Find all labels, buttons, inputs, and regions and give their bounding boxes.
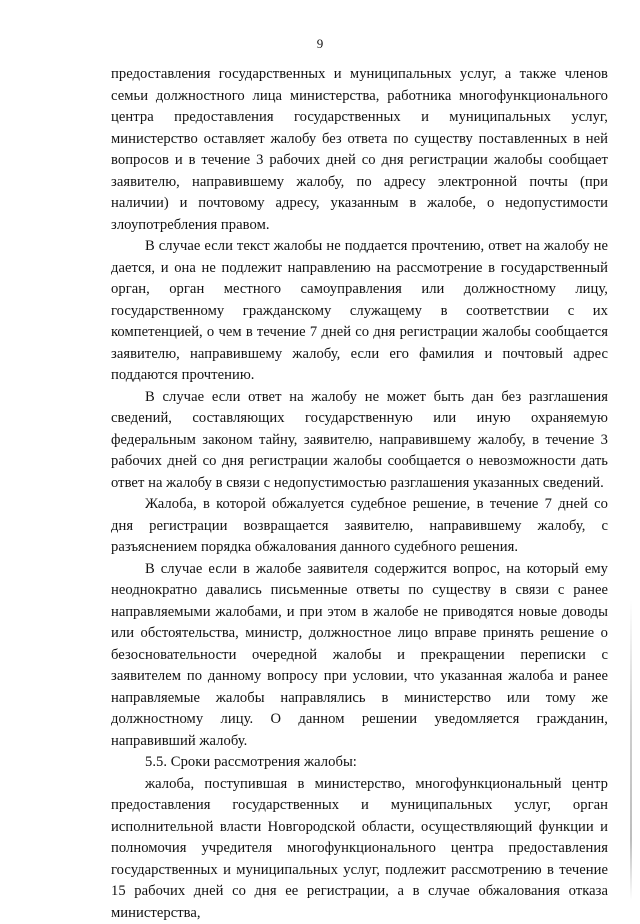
page-body [111,64,608,924]
paragraph-continuation: предоставления государственных и муниципальных услуг, а также членов семьи должностного лица министерства, работника многофункционального центра предоставления государственных и муниципальных услуг, министерство оставляет жалобу без ответа по существу поставленных в ней вопросов и в течение 3 рабочих дней со дня регистрации жалобы сообщает заявителю, направившему жалобу, по адресу электронной почты (при наличии) и почтовому адресу, указанным в жалобе, о недопустимости злоупотребления правом. [111,64,608,236]
paragraph-review-deadlines: жалоба, поступившая в министерство, многофункциональный центр предоставления государственных и муниципальных услуг, орган исполнительной власти Новгородской области, осуществляющий функции и полномочия учредителя многофункционального центра предоставления государственных и муниципальных услуг, подлежит рассмотрению в течение 15 рабочих дней со дня ее регистрации, а в случае обжалования отказа министерства, [111,774,608,924]
paragraph-court-decision: Жалоба, в которой обжалуется судебное решение, в течение 7 дней со дня регистрации возвращается заявителю, направившему жалобу, с разъяснением порядка обжалования данного судебного решения. [111,494,608,559]
paragraph-state-secret: В случае если ответ на жалобу не может быть дан без разглашения сведений, составляющих государственную или иную охраняемую федеральным законом тайну, заявителю, направившему жалобу, в течение 3 рабочих дней со дня регистрации жалобы сообщается о невозможности дать ответ на жалобу в связи с недопустимостью разглашения указанных сведений. [111,387,608,495]
page-number: 9 [0,36,640,52]
scan-edge-shadow [630,600,632,900]
section-heading-5-5: 5.5. Сроки рассмотрения жалобы: [111,752,608,774]
paragraph-repeated-complaint: В случае если в жалобе заявителя содержится вопрос, на который ему неоднократно давались письменные ответы по существу в связи с ранее направляемыми жалобами, и при этом в жалобе не приводятся новые доводы или обстоятельства, министр, должностное лицо вправе принять решение о безосновательности очередной жалобы и прекращении переписки с заявителем по данному вопросу при условии, что указанная жалоба и ранее направляемые жалобы направлялись в министерство или тому же должностному лицу. О данном решении уведомляется гражданин, направивший жалобу. [111,559,608,753]
paragraph-unreadable-complaint: В случае если текст жалобы не поддается прочтению, ответ на жалобу не дается, и она не подлежит направлению на рассмотрение в государственный орган, орган местного самоуправления или должностному лицу, государственному гражданскому служащему в соответствии с их компетенцией, о чем в течение 7 дней со дня регистрации жалобы сообщается заявителю, направившему жалобу, если его фамилия и почтовый адрес поддаются прочтению. [111,236,608,387]
